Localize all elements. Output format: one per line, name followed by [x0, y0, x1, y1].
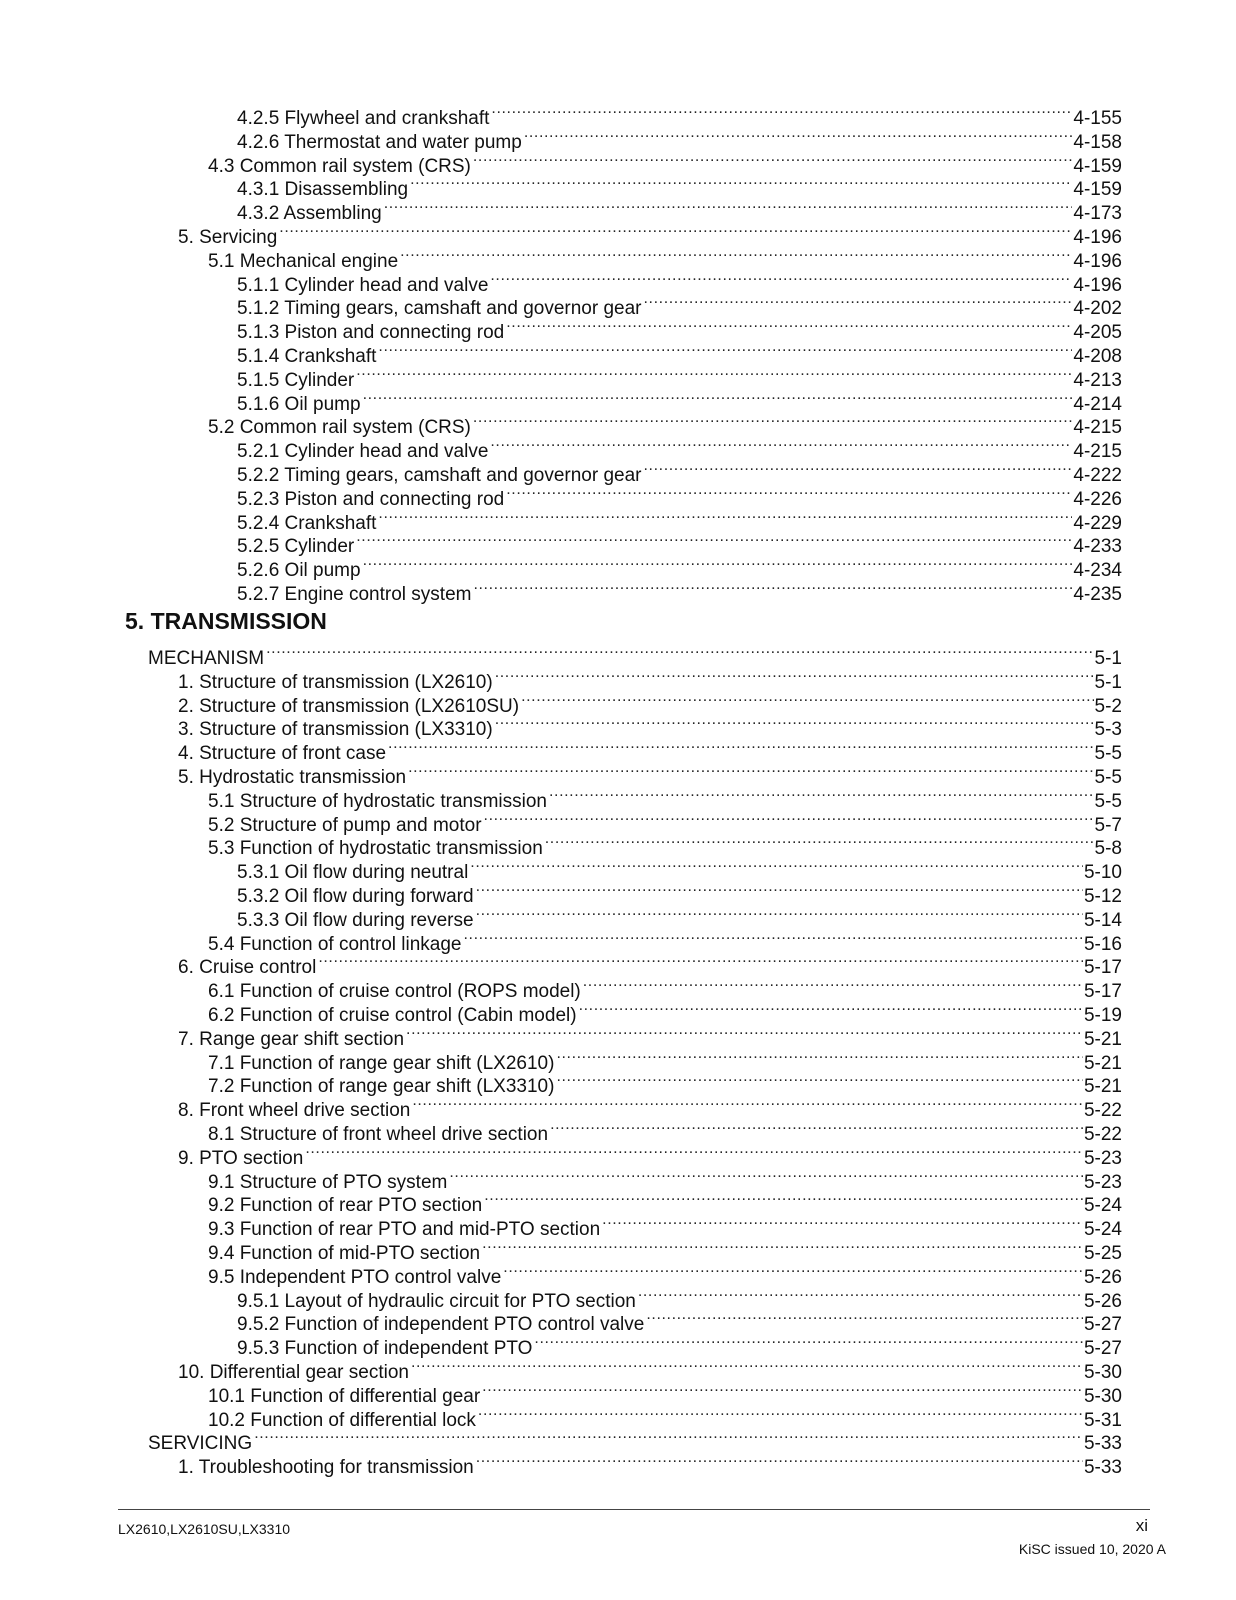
dot-leader [556, 1045, 1083, 1069]
dot-leader [556, 1068, 1083, 1092]
toc-entry[interactable] [178, 219, 1122, 248]
toc-entry[interactable] [237, 100, 1122, 129]
toc-entry-page: 4-215 [1073, 417, 1122, 439]
toc-entry[interactable] [208, 243, 1122, 272]
dot-leader [384, 195, 1073, 219]
toc-entry[interactable] [208, 830, 1122, 860]
toc-entry-page: 5-12 [1083, 886, 1122, 907]
dot-leader [579, 997, 1083, 1021]
toc-entry-page: 5-22 [1083, 1100, 1122, 1122]
toc-entry[interactable] [208, 148, 1122, 177]
toc-entry-page: 4-229 [1073, 512, 1122, 534]
toc-entry-label: 5.2.3 Piston and connecting rod [237, 488, 505, 510]
toc-entry[interactable] [208, 1045, 1122, 1074]
toc-entry-page: 5-14 [1083, 909, 1122, 931]
toc-entry[interactable] [208, 973, 1122, 1003]
dot-leader [406, 1021, 1083, 1045]
toc-entry-label: 5.3.3 Oil flow during reverse [237, 909, 474, 931]
toc-entry-page: 5-26 [1083, 1290, 1122, 1312]
toc-entry[interactable] [148, 1425, 1122, 1455]
toc-entry-page: 4-234 [1073, 560, 1122, 582]
toc-entry[interactable] [237, 552, 1122, 582]
toc-entry-label: 5.2.1 Cylinder head and valve [237, 441, 489, 463]
dot-leader [473, 409, 1073, 433]
toc-entry-label: 9.5.3 Function of independent PTO [237, 1338, 533, 1360]
toc-entry-page: 4-213 [1073, 369, 1122, 391]
toc-entry[interactable] [208, 1259, 1122, 1288]
dot-leader [550, 1116, 1083, 1140]
toc-entry-label: 1. Troubleshooting for transmission [178, 1457, 474, 1479]
dot-leader [400, 243, 1072, 267]
toc-entry[interactable] [208, 1187, 1122, 1217]
toc-entry-page: 4-196 [1073, 227, 1122, 248]
dot-leader [583, 973, 1083, 997]
toc-entry-label: 4.2.5 Flywheel and crankshaft [237, 108, 490, 129]
toc-entry-label: 5. Hydrostatic transmission [178, 767, 407, 788]
toc-entry-page: 5-17 [1083, 981, 1122, 1003]
toc-entry[interactable] [208, 1211, 1122, 1241]
dot-leader [363, 386, 1073, 410]
toc-entry-label: 4.3.1 Disassembling [237, 179, 409, 201]
toc-entry-label: 1. Structure of transmission (LX2610) [178, 671, 493, 693]
toc-entry[interactable] [208, 1068, 1122, 1098]
toc-entry-label: 7. Range gear shift section [178, 1028, 405, 1050]
dot-leader [305, 1140, 1083, 1164]
toc-entry[interactable] [237, 505, 1122, 534]
toc-entry-label: 5.2 Common rail system (CRS) [208, 417, 471, 439]
toc-entry[interactable] [237, 171, 1122, 201]
footer-divider [118, 1509, 1150, 1510]
dot-leader [266, 640, 1093, 664]
toc-entry-page: 4-222 [1073, 465, 1122, 486]
toc-entry[interactable] [237, 1330, 1122, 1360]
toc-entry-page: 5-26 [1083, 1266, 1122, 1288]
dot-leader [644, 290, 1073, 314]
dot-leader [638, 1283, 1083, 1307]
toc-entry-label: MECHANISM [148, 648, 265, 669]
dot-leader [506, 314, 1072, 338]
dot-leader [482, 1378, 1083, 1402]
dot-leader [644, 457, 1073, 481]
toc-entry-page: 5-27 [1083, 1338, 1122, 1360]
toc-entry[interactable] [237, 386, 1122, 415]
toc-entry-page: 5-17 [1083, 957, 1122, 979]
toc-entry-page: 5-1 [1094, 648, 1122, 669]
dot-leader [388, 735, 1093, 759]
toc-entry[interactable] [237, 576, 1122, 605]
dot-leader [484, 807, 1094, 831]
dot-leader [476, 878, 1083, 902]
toc-entry-label: 5.2.7 Engine control system [237, 584, 472, 605]
dot-leader [476, 902, 1083, 926]
dot-leader [473, 148, 1073, 172]
toc-entry[interactable] [178, 664, 1122, 693]
toc-entry-page: 4-205 [1073, 322, 1122, 344]
dot-leader [506, 481, 1072, 505]
toc-entry[interactable] [237, 362, 1122, 391]
dot-leader [534, 1330, 1083, 1354]
toc-entry[interactable] [237, 854, 1122, 884]
toc-entry[interactable] [208, 409, 1122, 439]
toc-entry[interactable] [237, 124, 1122, 153]
dot-leader [495, 711, 1094, 735]
toc-entry-page: 5-5 [1094, 743, 1122, 765]
toc-entry-page: 4-235 [1073, 584, 1122, 605]
toc-entry-label: 5.3.2 Oil flow during forward [237, 886, 474, 907]
toc-entry[interactable] [237, 878, 1122, 907]
toc-entry[interactable] [208, 1164, 1122, 1193]
toc-entry-page: 5-27 [1083, 1314, 1122, 1336]
toc-entry-label: 5.2.5 Cylinder [237, 536, 355, 558]
toc-entry-label: 5.4 Function of control linkage [208, 933, 462, 955]
dot-leader [549, 783, 1094, 807]
toc-entry[interactable] [178, 1449, 1122, 1479]
toc-entry-label: 6.2 Function of cruise control (Cabin model) [208, 1005, 577, 1026]
toc-entry-label: 4.2.6 Thermostat and water pump [237, 131, 522, 153]
toc-entry-page: 5-30 [1083, 1385, 1122, 1407]
dot-leader [356, 528, 1072, 552]
toc-entry-label: 5. Servicing [178, 227, 278, 248]
toc-entry[interactable] [237, 1283, 1122, 1312]
toc-entry-label: 7.1 Function of range gear shift (LX2610) [208, 1052, 555, 1074]
toc-entry-page: 5-5 [1094, 767, 1122, 788]
toc-entry-label: 9.5.1 Layout of hydraulic circuit for PTO section [237, 1290, 636, 1312]
section-heading: 5. TRANSMISSION [125, 608, 327, 634]
toc-entry-label: 10.2 Function of differential lock [208, 1409, 476, 1431]
toc-entry[interactable] [237, 457, 1122, 486]
dot-leader [318, 949, 1083, 973]
dot-leader [411, 1354, 1083, 1378]
dot-leader [503, 1259, 1083, 1283]
toc-entry-label: 4.3 Common rail system (CRS) [208, 155, 471, 177]
toc-entry-label: 2. Structure of transmission (LX2610SU) [178, 695, 520, 717]
toc-entry-page: 5-10 [1083, 862, 1122, 884]
toc-entry-page: 5-33 [1083, 1433, 1122, 1455]
dot-leader [356, 362, 1072, 386]
dot-leader [412, 1092, 1083, 1116]
toc-entry[interactable] [178, 1092, 1122, 1122]
toc-entry-label: 4. Structure of front case [178, 743, 387, 765]
dot-leader [408, 759, 1093, 783]
toc-entry-label: 5.3.1 Oil flow during neutral [237, 862, 469, 884]
toc-entry-label: 5.1.3 Piston and connecting rod [237, 322, 505, 344]
dot-leader [410, 171, 1072, 195]
toc-entry-page: 5-8 [1094, 838, 1122, 860]
toc-entry-label: 9. PTO section [178, 1147, 304, 1169]
toc-entry[interactable] [237, 338, 1122, 367]
toc-entry-page: 5-21 [1083, 1052, 1122, 1074]
toc-entry[interactable] [178, 735, 1122, 765]
toc-entry-label: 3. Structure of transmission (LX3310) [178, 719, 493, 741]
dot-leader [484, 1187, 1083, 1211]
dot-leader [495, 664, 1094, 688]
toc-entry[interactable] [178, 1021, 1122, 1050]
toc-entry[interactable] [178, 688, 1122, 717]
footer-issue: KiSC issued 10, 2020 A [1018, 1541, 1166, 1557]
toc-entry-label: 5.1.1 Cylinder head and valve [237, 274, 489, 296]
toc-entry-page: 4-215 [1073, 441, 1122, 463]
dot-leader [473, 576, 1072, 600]
toc-entry-page: 5-23 [1083, 1171, 1122, 1193]
dot-leader [464, 926, 1083, 950]
dot-leader [449, 1164, 1083, 1188]
toc-entry-label: 9.4 Function of mid-PTO section [208, 1243, 481, 1264]
toc-entry[interactable] [208, 1402, 1122, 1431]
toc-entry[interactable] [237, 528, 1122, 558]
dot-leader [521, 688, 1093, 712]
dot-leader [545, 830, 1094, 854]
dot-leader [491, 100, 1072, 124]
dot-leader [476, 1449, 1083, 1473]
toc-entry-label: 7.2 Function of range gear shift (LX3310) [208, 1076, 555, 1098]
toc-entry[interactable] [178, 759, 1122, 788]
toc-entry-label: 5.3 Function of hydrostatic transmission [208, 838, 543, 860]
toc-entry-label: 5.1.2 Timing gears, camshaft and governor gear [237, 298, 642, 320]
toc-entry-page: 4-196 [1073, 250, 1122, 272]
toc-entry-label: SERVICING [148, 1433, 253, 1455]
toc-entry-label: 5.2 Structure of pump and motor [208, 814, 482, 836]
dot-leader [646, 1306, 1083, 1330]
toc-entry[interactable] [237, 267, 1122, 296]
toc-entry-label: 10. Differential gear section [178, 1362, 409, 1383]
toc-entry-page: 5-7 [1094, 814, 1122, 836]
dot-leader [478, 1402, 1083, 1426]
toc-entry-page: 4-158 [1073, 131, 1122, 153]
toc-entry-page: 5-24 [1083, 1195, 1122, 1217]
toc-entry[interactable] [208, 926, 1122, 955]
toc-entry-label: 4.3.2 Assembling [237, 203, 382, 225]
toc-entry[interactable] [208, 1116, 1122, 1145]
toc-entry[interactable] [237, 902, 1122, 931]
toc-entry-page: 5-22 [1083, 1124, 1122, 1145]
dot-leader [490, 267, 1072, 291]
toc-entry[interactable] [208, 1378, 1122, 1407]
toc-entry-page: 5-25 [1083, 1243, 1122, 1264]
toc-entry[interactable] [208, 997, 1122, 1026]
toc-entry-label: 5.1 Mechanical engine [208, 250, 399, 272]
dot-leader [254, 1425, 1083, 1449]
dot-leader [470, 854, 1083, 878]
toc-entry[interactable] [208, 1235, 1122, 1264]
toc-entry-page: 5-21 [1083, 1076, 1122, 1098]
toc-entry-page: 4-196 [1073, 274, 1122, 296]
toc-entry-label: 10.1 Function of differential gear [208, 1385, 481, 1407]
toc-entry[interactable] [208, 783, 1122, 812]
toc-entry-label: 6. Cruise control [178, 957, 317, 979]
toc-entry-page: 4-226 [1073, 488, 1122, 510]
toc-entry[interactable] [178, 711, 1122, 741]
toc-entry-label: 9.3 Function of rear PTO and mid-PTO section [208, 1219, 601, 1241]
toc-entry-label: 6.1 Function of cruise control (ROPS model) [208, 981, 581, 1003]
toc-entry-label: 9.5.2 Function of independent PTO control valve [237, 1314, 645, 1336]
toc-entry-label: 8. Front wheel drive section [178, 1100, 411, 1122]
dot-leader [482, 1235, 1083, 1259]
toc-entry-page: 5-5 [1094, 790, 1122, 812]
toc-entry[interactable] [148, 640, 1122, 669]
toc-entry-label: 5.1 Structure of hydrostatic transmission [208, 790, 547, 812]
footer-models: LX2610,LX2610SU,LX3310 [118, 1521, 291, 1537]
toc-entry-page: 5-19 [1083, 1005, 1122, 1026]
toc-entry[interactable] [237, 481, 1122, 510]
toc-entry-page: 5-30 [1083, 1362, 1122, 1383]
toc-entry[interactable] [208, 807, 1122, 836]
toc-entry-page: 5-21 [1083, 1028, 1122, 1050]
toc-entry-page: 4-202 [1073, 298, 1122, 320]
toc-entry[interactable] [178, 1140, 1122, 1169]
dot-leader [490, 433, 1072, 457]
toc-entry-page: 4-155 [1073, 108, 1122, 129]
toc-entry[interactable] [237, 433, 1122, 463]
toc-entry-page: 5-2 [1094, 695, 1122, 717]
toc-entry[interactable] [178, 949, 1122, 979]
toc-entry-label: 5.2.6 Oil pump [237, 560, 361, 582]
toc-entry-page: 4-173 [1073, 203, 1122, 225]
toc-entry[interactable] [178, 1354, 1122, 1383]
toc-entry-label: 9.1 Structure of PTO system [208, 1171, 448, 1193]
toc-entry-page: 5-24 [1083, 1219, 1122, 1241]
toc-entry-page: 5-23 [1083, 1147, 1122, 1169]
toc-entry-page: 5-31 [1083, 1409, 1122, 1431]
toc-entry-page: 4-233 [1073, 536, 1122, 558]
dot-leader [378, 338, 1072, 362]
toc-entry-label: 5.2.4 Crankshaft [237, 512, 377, 534]
footer-page-number: xi [1135, 1516, 1148, 1535]
toc-entry-page: 4-208 [1073, 346, 1122, 367]
toc-entry[interactable] [237, 195, 1122, 225]
dot-leader [378, 505, 1072, 529]
dot-leader [524, 124, 1073, 148]
dot-leader [363, 552, 1073, 576]
toc-entry-label: 5.1.6 Oil pump [237, 393, 361, 415]
toc-entry-label: 5.1.4 Crankshaft [237, 346, 377, 367]
dot-leader [279, 219, 1072, 243]
toc-entry-page: 5-1 [1094, 671, 1122, 693]
toc-entry-page: 4-159 [1073, 155, 1122, 177]
toc-entry-label: 8.1 Structure of front wheel drive section [208, 1124, 549, 1145]
toc-entry-page: 5-3 [1094, 719, 1122, 741]
toc-entry-page: 4-214 [1073, 393, 1122, 415]
toc-entry-label: 9.2 Function of rear PTO section [208, 1195, 483, 1217]
toc-entry[interactable] [237, 290, 1122, 320]
toc-entry-page: 5-16 [1083, 933, 1122, 955]
toc-entry[interactable] [237, 314, 1122, 344]
toc-entry-label: 5.2.2 Timing gears, camshaft and governor gear [237, 465, 642, 486]
dot-leader [602, 1211, 1083, 1235]
toc-entry-label: 5.1.5 Cylinder [237, 369, 355, 391]
toc-entry-page: 5-33 [1083, 1457, 1122, 1479]
toc-entry-label: 9.5 Independent PTO control valve [208, 1266, 502, 1288]
toc-entry[interactable] [237, 1306, 1122, 1336]
toc-entry-page: 4-159 [1073, 179, 1122, 201]
